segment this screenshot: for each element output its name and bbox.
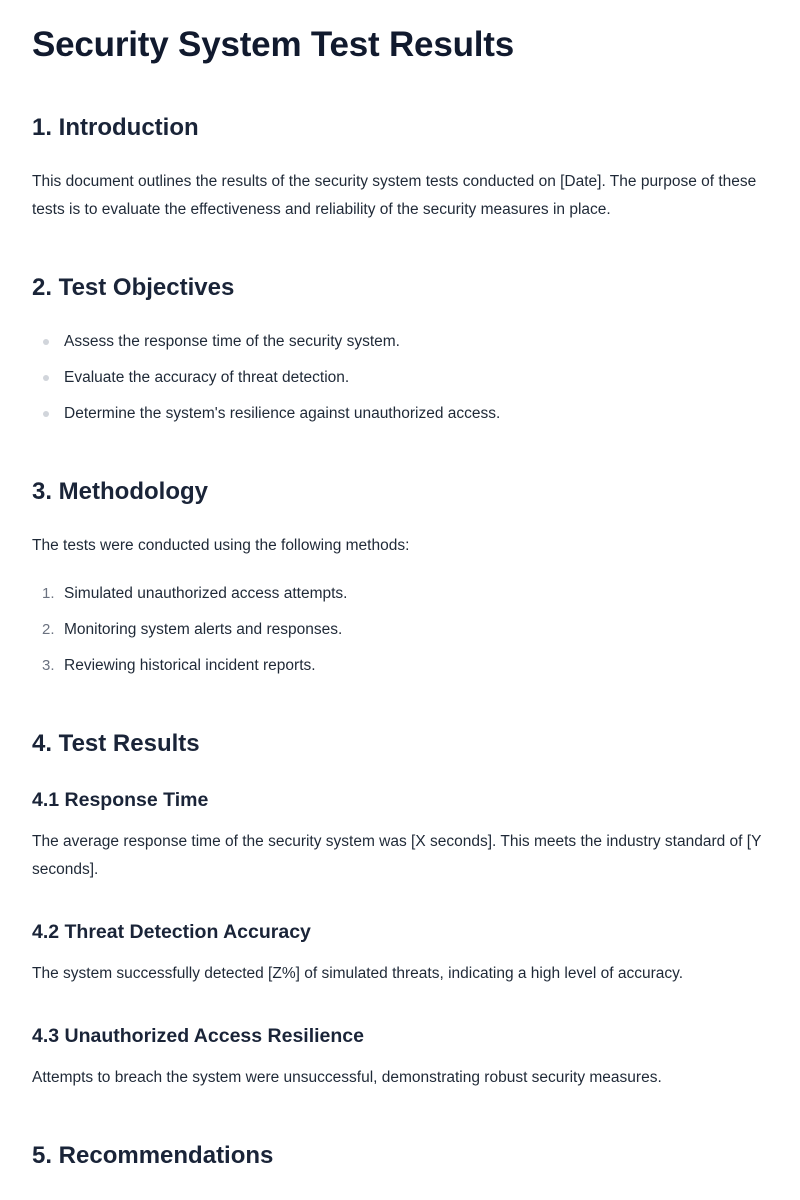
list-item-text: Simulated unauthorized access attempts. (64, 585, 348, 602)
list-item-text: Assess the response time of the security system. (64, 333, 400, 350)
subsection-heading-access-resilience: 4.3 Unauthorized Access Resilience (32, 1025, 364, 1047)
list-item (32, 396, 768, 432)
section-heading-introduction: 1. Introduction (32, 114, 199, 141)
list-number: 2. (42, 621, 55, 638)
section-heading-results: 4. Test Results (32, 730, 200, 757)
objectives-list (32, 324, 768, 432)
bullet-icon (43, 375, 49, 381)
page-title: Security System Test Results (32, 25, 515, 64)
list-number: 3. (42, 657, 55, 674)
methodology-list (32, 576, 768, 684)
bullet-icon (43, 339, 49, 345)
subsection-heading-threat-detection: 4.2 Threat Detection Accuracy (32, 921, 311, 943)
bullet-icon (43, 411, 49, 417)
threat-detection-paragraph: The system successfully detected [Z%] of simulated threats, indicating a high level of accuracy. (32, 965, 684, 982)
list-item (32, 612, 768, 648)
section-heading-methodology: 3. Methodology (32, 478, 208, 505)
list-item (32, 576, 768, 612)
introduction-paragraph: This document outlines the results of the security system tests conducted on [Date]. The purpose of these tests is to evaluate the effectiveness and reliability of the security measures in place. (32, 173, 757, 218)
list-item (32, 360, 768, 396)
list-item-text: Monitoring system alerts and responses. (64, 621, 343, 638)
list-item-text: Determine the system's resilience against unauthorized access. (64, 405, 501, 422)
list-item-text: Evaluate the accuracy of threat detection. (64, 369, 350, 386)
methodology-intro: The tests were conducted using the following methods: (32, 537, 410, 554)
list-item (32, 648, 768, 684)
section-heading-recommendations: 5. Recommendations (32, 1142, 274, 1169)
list-item-text: Reviewing historical incident reports. (64, 657, 316, 674)
section-heading-objectives: 2. Test Objectives (32, 274, 235, 301)
access-resilience-paragraph: Attempts to breach the system were unsuccessful, demonstrating robust security measures. (32, 1069, 662, 1086)
response-time-paragraph: The average response time of the security system was [X seconds]. This meets the industry standard of [Y seconds]. (32, 833, 762, 878)
list-number: 1. (42, 585, 55, 602)
subsection-heading-response-time: 4.1 Response Time (32, 789, 209, 811)
list-item (32, 324, 768, 360)
